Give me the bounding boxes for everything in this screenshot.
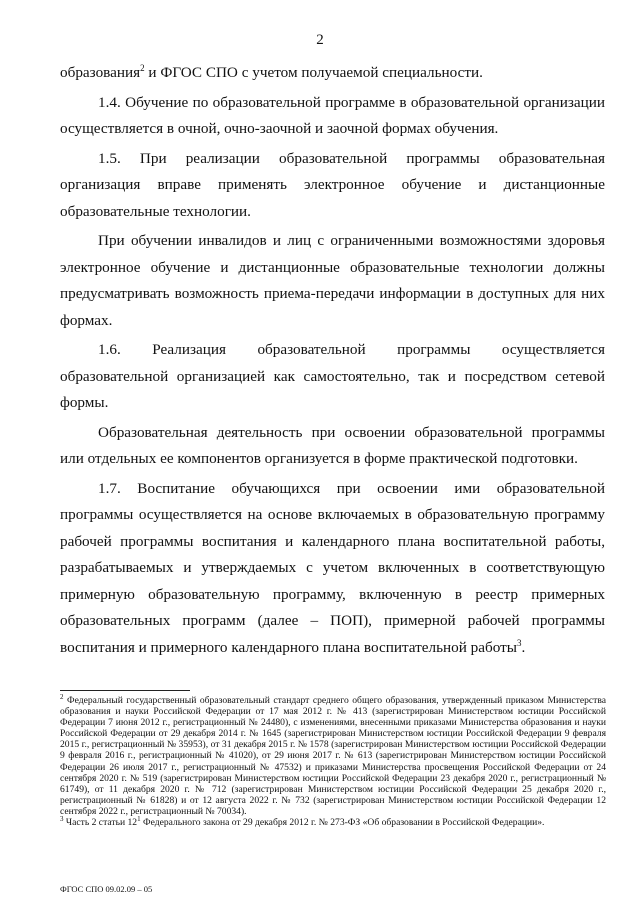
- page-number: 2: [316, 32, 324, 48]
- footnote-3: [60, 814, 606, 829]
- text-fragment: образования: [60, 64, 141, 81]
- main-text: [60, 60, 605, 664]
- paragraph-continuation: [60, 60, 605, 87]
- footnote-mark: 3: [60, 814, 64, 823]
- footnote-ref-2: 2: [140, 62, 145, 73]
- paragraph-practical-training: Образовательная деятельность при освоении образовательной программы или отдельных ее компонентов организуется в форме практической подготовки.: [60, 423, 605, 467]
- paragraph-1-4: 1.4. Обучение по образовательной программе в образовательной организации осуществляется в очной, очно-заочной и заочной формах обучения.: [60, 93, 605, 137]
- document-code: ФГОС СПО 09.02.09 – 05: [60, 884, 153, 894]
- footnote-mark: 2: [60, 692, 64, 701]
- text-fragment: и ФГОС СПО с учетом получаемой специальности.: [144, 64, 483, 81]
- footnotes: [60, 692, 606, 829]
- footnote-text: Федеральный государственный образовательный стандарт среднего общего образования, утвержденный приказом Министерства образования и науки Российской Федерации от 17 мая 2012 г. № 413 (зарегистрирован Министерством юстиции Российской Федерации 7 июня 2012 г., регистрационный № 24480), с изменениями, внесенными приказами Министерства образования и науки Российской Федерации от 29 декабря 2014 г. № 1645 (зарегистрирован Министерством юстиции Российской Федерации 9 февраля 2015 г., регистрационный № 35953), от 31 декабря 2015 г. № 1578 (зарегистрирован Министерством юстиции Российской Федерации 9 февраля 2016 г., регистрационный № 41020), от 29 июня 2017 г. № 613 (зарегистрирован Министерством юстиции Российской Федерации 26 июля 2017 г., регистрационный № 47532) и приказами Министерства просвещения Российской Федерации от 24 сентября 2020 г. № 519 (зарегистрирован Министерством юстиции Российской Федерации 23 декабря 2020 г., регистрационный № 61749), от 11 декабря 2020 г. № 712 (зарегистрирован Министерством юстиции Российской Федерации 25 декабря 2020 г., регистрационный № 61828) и от 12 августа 2022 г. № 732 (зарегистрирован Министерством юстиции Российской Федерации 12 сентября 2022 г., регистрационный № 70034).: [60, 695, 606, 817]
- footnote-2: [60, 692, 606, 817]
- footnote-ref-3: 3: [516, 637, 522, 648]
- footnote-text: Федерального закона от 29 декабря 2012 г. № 273-ФЗ «Об образовании в Российской Федерации».: [140, 817, 545, 829]
- paragraph-1-7: [60, 476, 605, 662]
- footnote-separator: [60, 690, 190, 691]
- article-superscript: 1: [137, 814, 141, 823]
- paragraph-disabled-learners: При обучении инвалидов и лиц с ограниченными возможностями здоровья электронное обучение и дистанционные образовательные технологии должны предусматривать возможность приема-передачи информации в доступных для них формах.: [60, 232, 605, 329]
- text-fragment: .: [521, 638, 526, 656]
- paragraph-1-5: 1.5. При реализации образовательной программы образовательная организация вправе применять электронное обучение и дистанционные образовательные технологии.: [60, 149, 605, 220]
- footnote-text: Часть 2 статьи 12: [63, 817, 138, 829]
- paragraph-1-6: 1.6. Реализация образовательной программы осуществляется образовательной организацией как самостоятельно, так и посредством сетевой формы.: [60, 341, 605, 411]
- text-fragment: 1.7. Воспитание обучающихся при освоении ими образовательной программы осуществляется на основе включаемых в образовательную программу рабочей программы воспитания и календарного плана воспитательной работы, разрабатываемых и утверждаемых с учетом включенных в соответствующую примерную образовательную программу, включенную в реестр примерных образовательных программ (далее – ПОП), примерной рабочей программы воспитания и примерного календарного плана воспитательной работы: [60, 479, 605, 656]
